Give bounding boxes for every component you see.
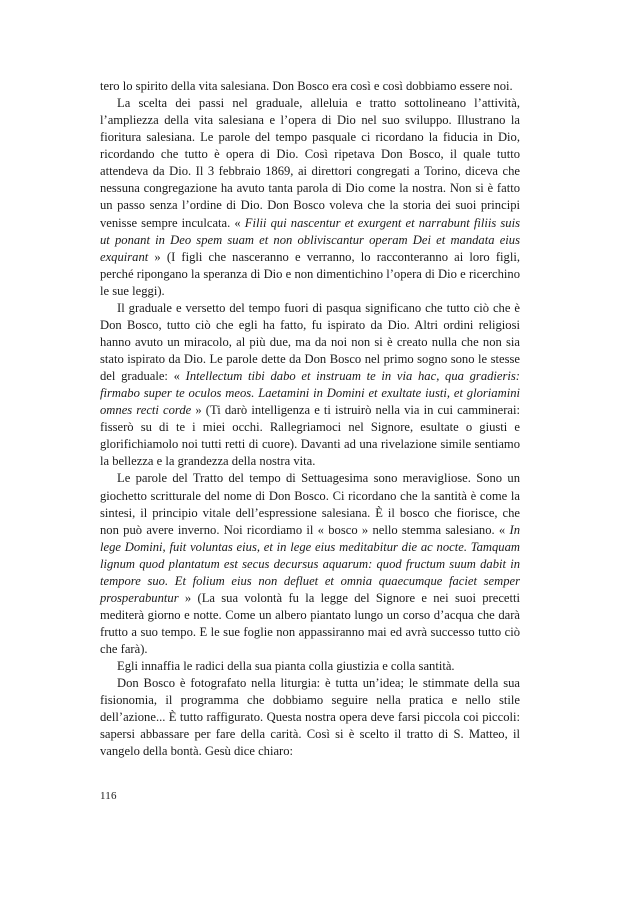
text-run: » (La sua volontà fu la legge del Signore e nei suoi precetti mediterà giorno e notte. Come un albero piantato lungo un corso d’acqua che darà frutto a suo tempo. E le sue foglie non appassiranno mai ed avrà successo tutto ciò che farà). xyxy=(100,590,520,657)
text-run: Le parole del Tratto del tempo di Settuagesima sono meravigliose. Sono un giochetto scritturale del nome di Don Bosco. Ci ricordano che la santità è come la sintesi, il principio vitale dell’espressione salesiana. È il bosco che fiorisce, che non può avere inverno. Noi ricordiamo il « bosco » nello stemma salesiano. « xyxy=(100,471,520,537)
text-run: » (I figli che nasceranno e verranno, lo racconteranno ai loro figli, perché ripongano la speranza di Dio e non dimentichino l’opera di Dio e ricerchino le sue leggi). xyxy=(100,249,520,298)
latin-quotation: In lege Domini, fuit voluntas eius, et in lege eius meditabitur die ac nocte. Tamquam lignum quod plantatum est secus decursus aquarum: quod fructum suum dabit in tempore suo. Et folium eius non defluet et omnia quaecumque faciet semper prosperabuntur xyxy=(100,522,520,605)
text-run: » (Ti darò intelligenza e ti istruirò nella via in cui camminerai: fisserò su di te i miei occhi. Rallegriamoci nel Signore, esultate o giusti e glorifichiamolo noi tutti retti di cuore). Davanti ad una rivelazione simile sentiamo la bellezza e la grandezza della nostra vita. xyxy=(100,403,521,469)
text-run: La scelta dei passi nel graduale, alleluia e tratto sottolineano l’attività, l’ampliezza della vita salesiana e l’opera di Dio nel suo sviluppo. Illustrano la fioritura salesiana. Le parole del tempo pasquale ci ricordano la fiducia in Dio, ricordando che tutto è opera di Dio. Così ripetava Don Bosco, il quale tutto attendeva da Dio. Il 3 febbraio 1869, ai direttori congregati a Torino, diceva che nessuna congregazione ha avuto tanta parola di Dio come la nostra. Non si è fatto un passo senza l’ordine di Dio. Don Bosco voleva che la storia dei suoi principi venisse sempre inculcata. « xyxy=(100,96,520,230)
body-paragraph xyxy=(100,658,520,675)
body-text-column xyxy=(100,78,520,761)
text-run: tero lo spirito della vita salesiana. Don Bosco era così e così dobbiamo essere noi. xyxy=(100,79,513,93)
latin-quotation: Filii qui nascentur et exurgent et narrabunt filiis suis ut ponant in Deo spem suam et non obliviscantur operam Dei et mandata eius exquirant xyxy=(100,215,520,264)
body-paragraph xyxy=(100,78,520,95)
page-number: 116 xyxy=(100,790,117,802)
text-run: Don Bosco è fotografato nella liturgia: è tutta un’idea; le stimmate della sua fisionomia, il programma che dobbiamo seguire nella pratica e nello stile dell’azione... È tutto raffigurato. Questa nostra opera deve farsi piccola coi piccoli: sapersi abbassare per fare della carità. Così si è scelto il tratto di S. Matteo, il vangelo della bontà. Gesù dice chiaro: xyxy=(100,676,520,759)
text-run: Il graduale e versetto del tempo fuori di pasqua significano che tutto ciò che è Don Bosco, tutto ciò che egli ha fatto, fu ispirato da Dio. Altri ordini religiosi hanno avuto un miracolo, al più due, ma da noi non si è creato nulla che non sia stato ispirato da Dio. Le parole dette da Don Bosco nel primo sogno sono le stesse del graduale: « xyxy=(100,300,520,384)
body-paragraph xyxy=(100,675,520,760)
text-run: Egli innaffia le radici della sua pianta colla giustizia e colla santità. xyxy=(117,659,455,674)
body-paragraph xyxy=(100,95,520,300)
latin-quotation: Intellectum tibi dabo et instruam te in via hac, qua gradieris: firmabo super te oculos meos. Laetamini in Domini et exultate iusti, et gloriamini omnes recti corde xyxy=(100,369,520,418)
body-paragraph xyxy=(100,300,520,471)
body-paragraph xyxy=(100,470,520,658)
